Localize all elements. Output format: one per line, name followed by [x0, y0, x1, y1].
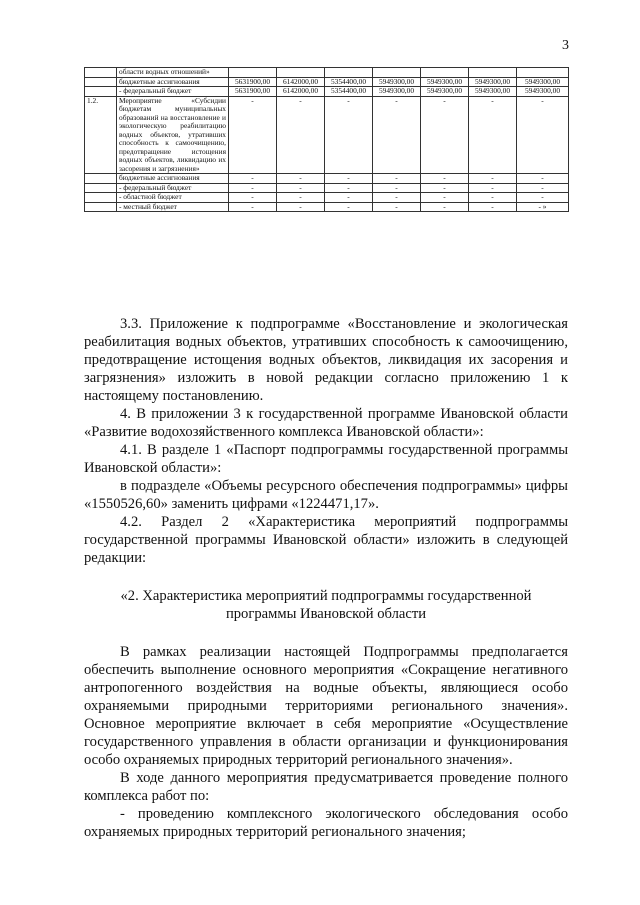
value-cell [229, 68, 277, 78]
value-cell: - [469, 96, 517, 174]
value-cell: - [373, 183, 421, 193]
value-cell: - [469, 183, 517, 193]
value-cell: - [229, 174, 277, 184]
table-row [85, 87, 569, 97]
value-cell: 5949300,00 [421, 77, 469, 87]
row-number-cell [85, 87, 117, 97]
row-number-cell: 1.2. [85, 96, 117, 174]
paragraph-program-scope: В рамках реализации настоящей Подпрограммы предполагается обеспечить выполнение основного мероприятия «Сокращение негативного антропогенного воздействия на водные объекты, являющиеся особо охраняемыми природными территориями регионального значения». Основное мероприятие включает в себя мероприятие «Осуществление государственного управления в области организации и функционирования особо охраняемых природных территорий регионального значения». [84, 644, 568, 768]
paragraph-4: 4. В приложении 3 к государственной программе Ивановской области «Развитие водохозяйственного комплекса Ивановской области»: [84, 406, 568, 440]
value-cell: - [373, 174, 421, 184]
row-number-cell [85, 193, 117, 203]
table-row [85, 202, 569, 212]
value-cell [277, 68, 325, 78]
page-number: 3 [562, 38, 569, 53]
value-cell: - [421, 96, 469, 174]
value-cell: - [373, 193, 421, 203]
paragraph-4-2: 4.2. Раздел 2 «Характеристика мероприятий подпрограммы государственной программы Ивановской области» изложить в следующей редакции: [84, 514, 568, 566]
table-row [85, 174, 569, 184]
value-cell [373, 68, 421, 78]
value-cell: - [517, 193, 569, 203]
row-description-cell: - областной бюджет [117, 193, 229, 203]
paragraph-survey: - проведению комплексного экологического обследования особо охраняемых природных территорий регионального значения; [84, 806, 568, 840]
value-cell [325, 68, 373, 78]
value-cell: 5949300,00 [517, 87, 569, 97]
row-description-cell: - федеральный бюджет [117, 87, 229, 97]
paragraph-measures: В ходе данного мероприятия предусматривается проведение полного комплекса работ по: [84, 770, 568, 804]
row-description-cell: бюджетные ассигнования [117, 77, 229, 87]
row-description-cell: бюджетные ассигнования [117, 174, 229, 184]
value-cell: 5949300,00 [469, 87, 517, 97]
value-cell: 5949300,00 [517, 77, 569, 87]
value-cell: - [517, 174, 569, 184]
row-number-cell [85, 68, 117, 78]
row-description-cell: области водных отношений» [117, 68, 229, 78]
value-cell: - [373, 96, 421, 174]
value-cell: - » [517, 202, 569, 212]
value-cell: - [229, 183, 277, 193]
value-cell: - [421, 202, 469, 212]
value-cell: - [469, 202, 517, 212]
value-cell: - [229, 202, 277, 212]
paragraph-3-3: 3.3. Приложение к подпрограмме «Восстановление и экологическая реабилитация водных объектов, утративших способность к самоочищению, предотвращение истощения водных объектов, ликвидация их засорения и загрязнения» изложить в новой редакции согласно приложению 1 к настоящему постановлению. [84, 316, 568, 404]
value-cell [469, 68, 517, 78]
value-cell: - [277, 174, 325, 184]
document-body [84, 315, 568, 841]
value-cell: - [421, 174, 469, 184]
value-cell: 5354400,00 [325, 77, 373, 87]
row-description-cell: - федеральный бюджет [117, 183, 229, 193]
value-cell: - [421, 193, 469, 203]
row-number-cell [85, 77, 117, 87]
table-row [85, 77, 569, 87]
table-row [85, 96, 569, 174]
value-cell [421, 68, 469, 78]
value-cell: 5354400,00 [325, 87, 373, 97]
value-cell: - [277, 96, 325, 174]
value-cell: 5631900,00 [229, 87, 277, 97]
value-cell: - [325, 202, 373, 212]
value-cell: 5949300,00 [373, 77, 421, 87]
row-number-cell [85, 174, 117, 184]
value-cell: 6142000,00 [277, 77, 325, 87]
value-cell: 5949300,00 [421, 87, 469, 97]
budget-table [84, 67, 569, 212]
table-row [85, 68, 569, 78]
value-cell: - [229, 193, 277, 203]
value-cell: 5949300,00 [469, 77, 517, 87]
value-cell: - [325, 96, 373, 174]
value-cell: - [517, 96, 569, 174]
table-row [85, 183, 569, 193]
value-cell: - [469, 193, 517, 203]
row-number-cell [85, 183, 117, 193]
value-cell: - [469, 174, 517, 184]
row-description-cell: Мероприятие «Субсидии бюджетам муниципальных образований на восстановление и экологическую реабилитацию водных объектов, утративших способность к самоочищению, предотвращение истощения водных объектов, ликвидацию их засорения и загрязнения» [117, 96, 229, 174]
value-cell: - [373, 202, 421, 212]
value-cell: - [277, 202, 325, 212]
paragraph-subsection: в подразделе «Объемы ресурсного обеспечения подпрограммы» цифры «1550526,60» заменить цифрами «1224471,17». [84, 478, 568, 512]
value-cell: - [229, 96, 277, 174]
row-description-cell: - местный бюджет [117, 202, 229, 212]
value-cell: 5631900,00 [229, 77, 277, 87]
value-cell: - [421, 183, 469, 193]
value-cell: - [325, 193, 373, 203]
value-cell: - [325, 183, 373, 193]
value-cell [517, 68, 569, 78]
value-cell: - [277, 183, 325, 193]
table-row [85, 193, 569, 203]
value-cell: - [517, 183, 569, 193]
value-cell: - [277, 193, 325, 203]
paragraph-4-1: 4.1. В разделе 1 «Паспорт подпрограммы государственной программы Ивановской области»: [84, 442, 568, 476]
budget-table-body [85, 68, 569, 212]
row-number-cell [85, 202, 117, 212]
value-cell: 5949300,00 [373, 87, 421, 97]
value-cell: 6142000,00 [277, 87, 325, 97]
section-heading: «2. Характеристика мероприятий подпрограммы государственной программы Ивановской области [120, 588, 532, 622]
value-cell: - [325, 174, 373, 184]
